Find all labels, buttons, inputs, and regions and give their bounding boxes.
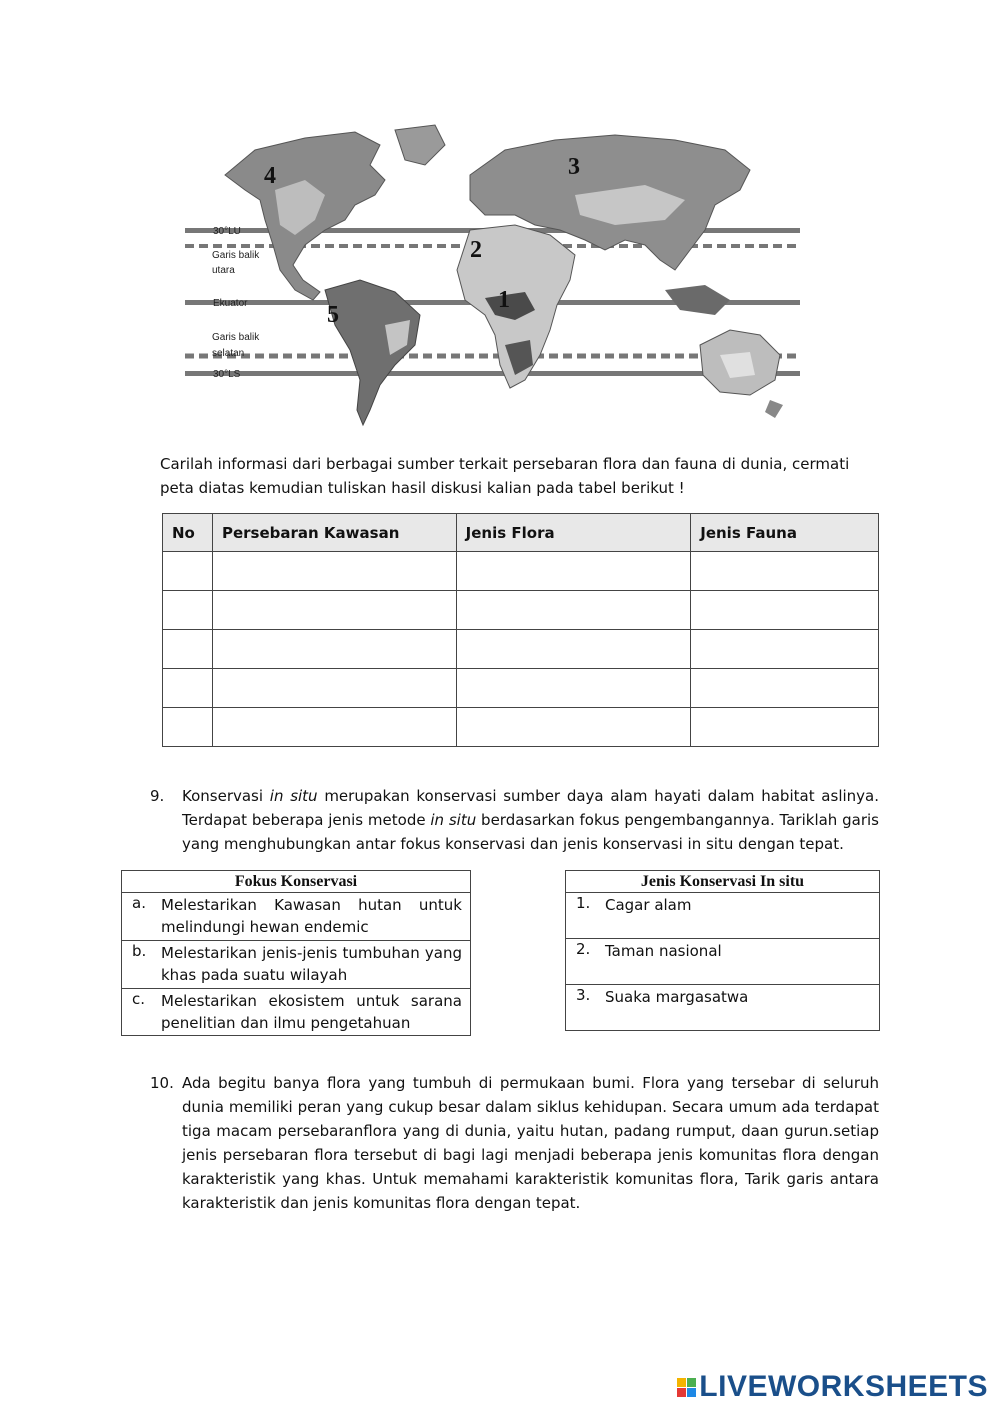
map-number-4: 4: [264, 163, 276, 189]
label-30-lu: 30°LU: [213, 226, 241, 237]
flora-fauna-table: [162, 513, 879, 747]
q9-part-2: merupakan konservasi sumber daya alam hayati dalam habitat aslinya. Terdapat beberapa jenis metode: [182, 787, 879, 829]
cell-no[interactable]: [163, 669, 213, 708]
jenis-item-text: Cagar alam: [605, 896, 692, 914]
intro-text: [160, 452, 860, 500]
header-jenis-flora: Jenis Flora: [456, 514, 691, 552]
label-tropic-south-1: Garis balik: [212, 332, 260, 343]
cell-kawasan[interactable]: [212, 591, 456, 630]
fokus-item-text: Melestarikan Kawasan hutan untuk melindungi hewan endemic: [161, 896, 462, 936]
fokus-item-label: c.: [132, 990, 146, 1008]
fokus-item-c[interactable]: [122, 989, 470, 1035]
table-row: [163, 630, 879, 669]
header-jenis-fauna: Jenis Fauna: [691, 514, 879, 552]
jenis-konservasi-title: Jenis Konservasi In situ: [566, 871, 879, 893]
logo-square-blue: [687, 1388, 696, 1397]
jenis-item-3[interactable]: [566, 985, 879, 1030]
fokus-item-text: Melestarikan ekosistem untuk sarana penelitian dan ilmu pengetahuan: [161, 992, 462, 1032]
cell-no[interactable]: [163, 630, 213, 669]
liveworksheets-logo: [677, 1370, 988, 1404]
question-10-text: Ada begitu banya flora yang tumbuh di permukaan bumi. Flora yang tersebar di seluruh dunia memiliki peran yang cukup besar dalam siklus kehidupan. Secara umum ada terdapat tiga macam persebaranflora yang di dunia, yaitu hutan, padang rumput, daan gurun.setiap jenis persebaran flora tersebut di bagi lagi menjadi beberapa jenis komunitas flora dengan karakteristik yang khas. Untuk memahami karakteristik komunitas flora, Tarik garis antara karakteristik dan jenis komunitas flora dengan tepat.: [182, 1074, 879, 1212]
table-row: [163, 708, 879, 747]
jenis-item-label: 3.: [576, 986, 591, 1004]
table-row: [163, 669, 879, 708]
question-9-text: [182, 784, 879, 856]
cell-kawasan[interactable]: [212, 669, 456, 708]
q9-emphasis-2: in situ: [430, 811, 477, 829]
cell-kawasan[interactable]: [212, 552, 456, 591]
cell-fauna[interactable]: [691, 591, 879, 630]
question-9: [150, 784, 879, 856]
question-9-number: 9.: [150, 787, 165, 805]
label-30-ls: 30°LS: [213, 369, 241, 380]
label-equator: Ekuator: [213, 298, 248, 309]
header-persebaran-kawasan: Persebaran Kawasan: [212, 514, 456, 552]
map-number-2: 2: [470, 237, 482, 263]
logo-square-yellow: [677, 1378, 686, 1387]
cell-fauna[interactable]: [691, 630, 879, 669]
intro-line-2: peta diatas kemudian tuliskan hasil diskusi kalian pada tabel berikut !: [160, 479, 685, 497]
jenis-item-text: Suaka margasatwa: [605, 988, 749, 1006]
jenis-item-1[interactable]: [566, 893, 879, 939]
cell-no[interactable]: [163, 552, 213, 591]
q9-emphasis-1: in situ: [269, 787, 318, 805]
map-number-1: 1: [498, 287, 510, 313]
new-zealand-shape: [765, 400, 783, 418]
table-row: [163, 552, 879, 591]
table-row: [163, 591, 879, 630]
cell-no[interactable]: [163, 591, 213, 630]
logo-squares-icon: [677, 1378, 696, 1397]
question-10-number: 10.: [150, 1074, 174, 1092]
jenis-item-label: 2.: [576, 940, 591, 958]
fokus-item-b[interactable]: [122, 941, 470, 989]
map-number-5: 5: [327, 302, 339, 328]
logo-wordmark: LIVEWORKSHEETS: [699, 1370, 988, 1403]
cell-kawasan[interactable]: [212, 630, 456, 669]
cell-flora[interactable]: [456, 669, 691, 708]
fokus-konservasi-title: Fokus Konservasi: [122, 871, 470, 893]
q9-part-1: Konservasi: [182, 787, 270, 805]
table-header-row: [163, 514, 879, 552]
label-tropic-north-1: Garis balik: [212, 250, 260, 261]
cell-flora[interactable]: [456, 591, 691, 630]
label-tropic-south-2: selatan: [212, 348, 245, 359]
greenland-shape: [395, 125, 445, 165]
cell-flora[interactable]: [456, 708, 691, 747]
jenis-item-label: 1.: [576, 894, 591, 912]
fokus-item-label: b.: [132, 942, 147, 960]
world-vegetation-map: [185, 120, 800, 440]
jenis-item-text: Taman nasional: [605, 942, 722, 960]
q9-part-3: berdasarkan fokus pengembangannya. Tariklah garis yang menghubungkan antar fokus konservasi dan jenis konservasi in situ dengan tepat.: [182, 811, 879, 853]
fokus-item-label: a.: [132, 894, 146, 912]
cell-fauna[interactable]: [691, 552, 879, 591]
jenis-konservasi-box: [565, 870, 880, 1031]
cell-fauna[interactable]: [691, 669, 879, 708]
map-svg: [185, 120, 800, 440]
logo-square-red: [677, 1388, 686, 1397]
label-tropic-north-2: utara: [212, 265, 235, 276]
header-no: No: [163, 514, 213, 552]
cell-flora[interactable]: [456, 552, 691, 591]
cell-flora[interactable]: [456, 630, 691, 669]
fokus-konservasi-box: [121, 870, 471, 1036]
question-10: [150, 1071, 879, 1215]
fokus-item-a[interactable]: [122, 893, 470, 941]
cell-fauna[interactable]: [691, 708, 879, 747]
map-number-3: 3: [568, 154, 580, 180]
se-asia-islands: [665, 285, 730, 315]
intro-line-1: Carilah informasi dari berbagai sumber terkait persebaran flora dan fauna di dunia, cermati: [160, 455, 850, 473]
south-america-shape: [325, 280, 420, 425]
jenis-item-2[interactable]: [566, 939, 879, 985]
cell-no[interactable]: [163, 708, 213, 747]
cell-kawasan[interactable]: [212, 708, 456, 747]
logo-square-green: [687, 1378, 696, 1387]
fokus-item-text: Melestarikan jenis-jenis tumbuhan yang khas pada suatu wilayah: [161, 944, 462, 984]
